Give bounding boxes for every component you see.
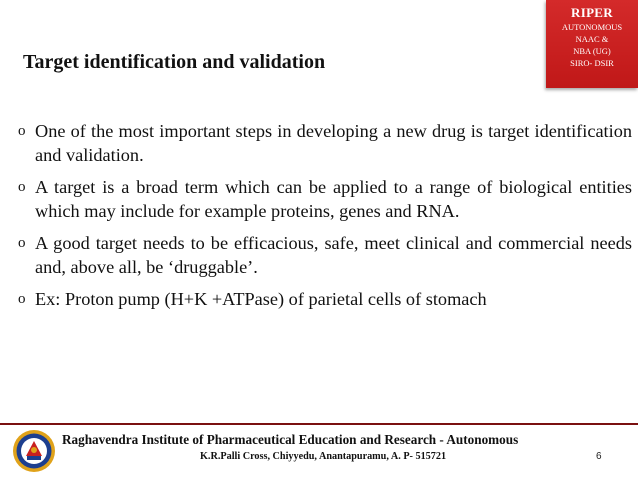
institute-name: Raghavendra Institute of Pharmaceutical Education and Research - Autonomous (62, 432, 519, 447)
bullet-text: Ex: Proton pump (H+K +ATPase) of parietal cells of stomach (35, 289, 487, 309)
bullet-item (18, 175, 632, 223)
bullet-item (18, 119, 632, 167)
bullet-text: One of the most important steps in developing a new drug is target identification and validation. (35, 121, 632, 165)
badge-title: RIPER (571, 5, 613, 20)
footer-divider (0, 423, 638, 425)
badge-line-autonomous: AUTONOMOUS (561, 22, 623, 32)
bullet-marker-icon: o (18, 179, 26, 195)
bullet-text: A good target needs to be efficacious, safe, meet clinical and commercial needs and, above all, be ‘druggable’. (35, 233, 632, 277)
badge-line-naac: NAAC & (575, 34, 609, 44)
accreditation-badge (546, 0, 638, 88)
institute-logo-icon (12, 429, 56, 473)
bullet-marker-icon: o (18, 291, 26, 307)
bullet-item (18, 287, 632, 311)
institute-address: K.R.Palli Cross, Chiyyedu, Anantapuramu, A. P- 515721 (200, 451, 447, 462)
bullet-text: A target is a broad term which can be applied to a range of biological entities which may include for example proteins, genes and RNA. (35, 177, 632, 221)
badge-line-nba: NBA (UG) (573, 46, 611, 56)
bullet-marker-icon: o (18, 235, 26, 251)
badge-line-siro: SIRO- DSIR (570, 58, 614, 68)
bullet-item (18, 231, 632, 279)
bullet-list (18, 119, 632, 319)
page-number: 6 (596, 451, 602, 462)
bullet-marker-icon: o (18, 123, 26, 139)
slide-title: Target identification and validation (23, 51, 326, 73)
